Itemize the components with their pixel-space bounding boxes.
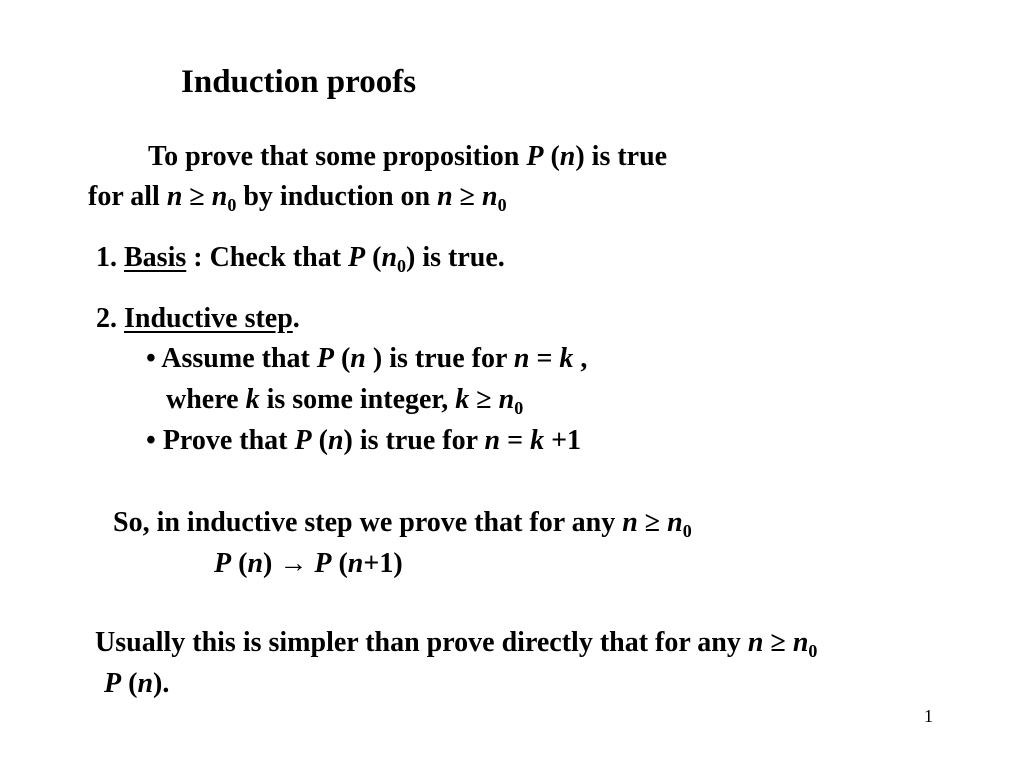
intro-text: is true: [584, 141, 668, 172]
math-P: P: [526, 141, 544, 172]
subscript-0: 0: [227, 195, 237, 215]
paren: (: [128, 668, 138, 699]
subscript-0: 0: [808, 641, 818, 661]
intro-line-1: [148, 140, 667, 174]
paren: ): [263, 548, 273, 579]
usually-line-2: [104, 667, 169, 701]
paren: (: [340, 343, 351, 374]
arrow-icon: →: [279, 548, 308, 579]
paren: ): [406, 242, 416, 273]
math-n: n: [350, 343, 366, 374]
subscript-0: 0: [397, 256, 407, 276]
paren: ): [153, 668, 163, 699]
where-text: where: [166, 384, 246, 415]
list-number: 2.: [96, 303, 124, 334]
math-n: n: [622, 507, 638, 538]
assume-text: is true for: [382, 343, 514, 374]
paren: ): [575, 141, 585, 172]
paren: (: [372, 242, 382, 273]
math-n: n: [166, 181, 183, 212]
math-P: P: [294, 425, 312, 456]
math-k: k: [455, 384, 470, 415]
so-line: [113, 506, 692, 540]
math-n: n: [347, 548, 364, 579]
period: .: [162, 668, 170, 699]
prove-text: is true for: [352, 425, 485, 456]
intro-line-2: [88, 180, 507, 214]
slide-title: [181, 62, 416, 102]
math-n: n: [327, 425, 344, 456]
where-text: is some integer,: [259, 384, 456, 415]
paren: (: [238, 548, 248, 579]
math-n0: n: [498, 384, 515, 415]
math-n0: n: [482, 181, 498, 212]
bullet-icon: •: [146, 343, 156, 374]
math-n: n: [437, 181, 453, 212]
bullet-icon: •: [146, 425, 156, 456]
math-P: P: [348, 242, 366, 273]
implication-line: [214, 547, 403, 581]
list-number: 1.: [96, 242, 124, 273]
subscript-0: 0: [682, 521, 692, 541]
paren: (: [318, 425, 328, 456]
assume-text: Assume that: [161, 343, 317, 374]
period: .: [292, 303, 300, 334]
geq-symbol: ≥: [644, 507, 661, 538]
prove-text: Prove that: [162, 425, 295, 456]
math-n0: n: [667, 507, 683, 538]
math-n: n: [137, 668, 154, 699]
plus-one: +1: [551, 425, 582, 456]
assume-text: ,: [573, 343, 588, 374]
prove-line: [146, 424, 581, 458]
math-n: n: [484, 425, 501, 456]
math-k: k: [530, 425, 545, 456]
intro-text: by induction on: [236, 181, 438, 212]
math-n0: n: [381, 242, 398, 273]
math-n: n: [247, 548, 264, 579]
basis-line: [96, 241, 505, 275]
equals-symbol: =: [536, 343, 553, 374]
so-text: So, in inductive step we prove that for any: [113, 507, 623, 538]
geq-symbol: ≥: [459, 181, 476, 212]
basis-text: is true.: [415, 242, 505, 273]
subscript-0: 0: [514, 398, 524, 418]
math-n: n: [559, 141, 576, 172]
subscript-0: 0: [497, 195, 507, 215]
inductive-step-heading: [96, 302, 300, 336]
intro-text: for all: [88, 181, 167, 212]
usually-text: Usually this is simpler than prove directly that for any: [95, 627, 748, 658]
equals-symbol: =: [507, 425, 524, 456]
basis-label: Basis: [124, 242, 187, 273]
assume-line: [146, 342, 587, 376]
math-n0: n: [211, 181, 228, 212]
plus-one: +1: [363, 548, 394, 579]
inductive-step-label: Inductive step: [124, 303, 293, 334]
math-n: n: [747, 627, 764, 658]
math-n: n: [513, 343, 530, 374]
paren: (: [338, 548, 348, 579]
paren: (: [550, 141, 560, 172]
math-P: P: [214, 548, 232, 579]
paren: ): [393, 548, 403, 579]
paren: ): [343, 425, 353, 456]
basis-text: : Check that: [186, 242, 349, 273]
math-P: P: [314, 548, 332, 579]
paren: ): [372, 343, 383, 374]
math-n0: n: [792, 627, 809, 658]
math-P: P: [104, 668, 122, 699]
math-k: k: [559, 343, 574, 374]
math-k: k: [245, 384, 260, 415]
geq-symbol: ≥: [189, 181, 205, 212]
page-number: 1: [924, 706, 933, 726]
usually-line-1: [95, 626, 817, 660]
geq-symbol: ≥: [770, 627, 786, 658]
math-P: P: [316, 343, 334, 374]
title-text: Induction proofs: [181, 64, 417, 100]
intro-text: To prove that some proposition: [148, 141, 527, 172]
where-line: [166, 383, 523, 417]
geq-symbol: ≥: [476, 384, 492, 415]
